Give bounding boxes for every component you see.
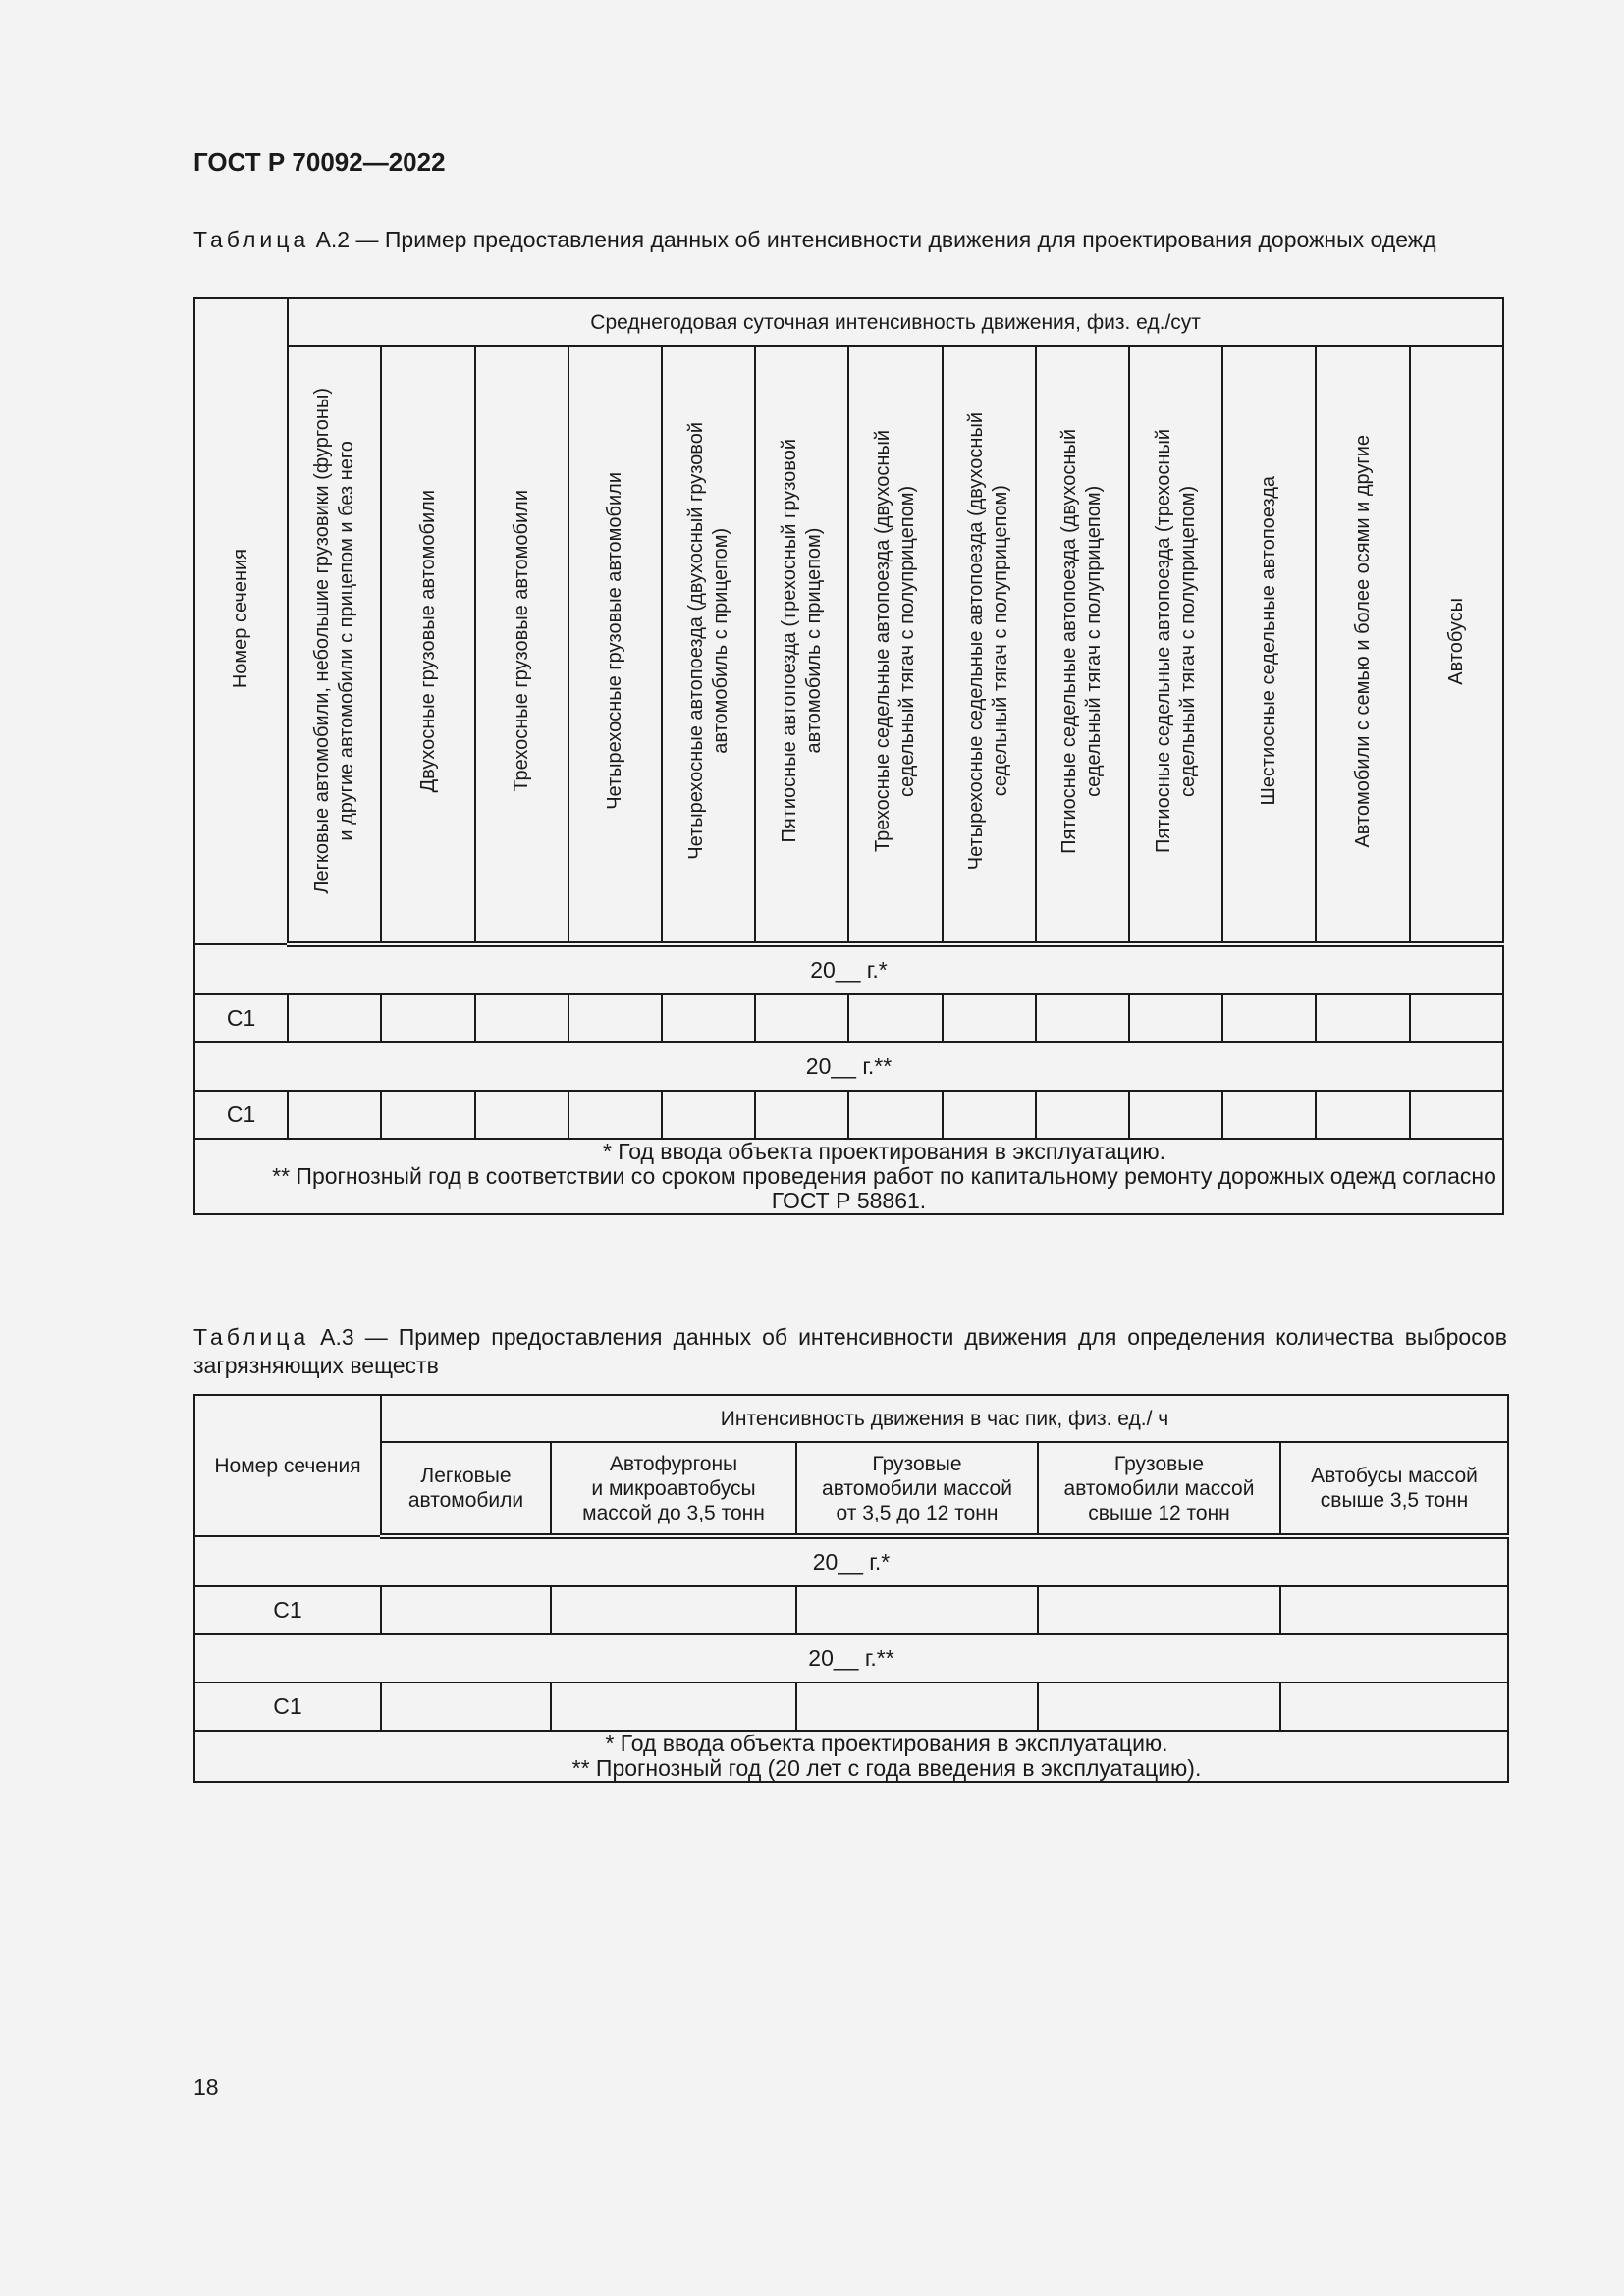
data-cell (755, 1091, 848, 1139)
column-header: Грузовые автомобили массой свыше 12 тонн (1038, 1442, 1280, 1536)
table-a3 (193, 1394, 1509, 1783)
data-cell (796, 1682, 1038, 1731)
column-header: Пятиосные седельные автопоезда (двухосный седельный тягач с полуприцепом) (1036, 346, 1129, 944)
column-header: Автобусы (1410, 346, 1503, 944)
table-a2-caption (193, 226, 1507, 254)
year-row-label: 20__ г.* (194, 1536, 1508, 1586)
column-header: Автомобили с семью и более осями и другие (1316, 346, 1409, 944)
data-cell (1129, 994, 1222, 1042)
table-notes (194, 1731, 1508, 1782)
page-number: 18 (193, 2074, 219, 2100)
data-cell (1316, 994, 1409, 1042)
table-row (194, 1682, 1508, 1731)
column-header: Трехосные грузовые автомобили (475, 346, 568, 944)
data-cell (1036, 994, 1129, 1042)
table-row (194, 1091, 1503, 1139)
group-header: Интенсивность движения в час пик, физ. ед./ ч (381, 1395, 1508, 1442)
data-cell (475, 994, 568, 1042)
data-cell (1280, 1586, 1508, 1634)
section-cell: С1 (194, 1682, 381, 1731)
data-cell (568, 1091, 662, 1139)
table-a2 (193, 297, 1504, 1215)
column-header: Грузовые автомобили массой от 3,5 до 12 тонн (796, 1442, 1038, 1536)
column-header: Четырехосные седельные автопоезда (двухосный седельный тягач с полуприцепом) (943, 346, 1036, 944)
data-cell (943, 1091, 1036, 1139)
data-cell (551, 1682, 796, 1731)
data-cell (1410, 994, 1503, 1042)
section-cell: С1 (194, 1586, 381, 1634)
column-header: Легковые автомобили (381, 1442, 551, 1536)
column-header: Четырехосные грузовые автомобили (568, 346, 662, 944)
data-cell (662, 994, 755, 1042)
data-cell (1038, 1682, 1280, 1731)
data-cell (1222, 994, 1316, 1042)
section-cell: С1 (194, 994, 288, 1042)
data-cell (288, 1091, 381, 1139)
caption-word: Таблица (193, 227, 310, 252)
column-header: Пятиосные автопоезда (трехосный грузовой автомобиль с прицепом) (755, 346, 848, 944)
data-cell (848, 1091, 942, 1139)
table-a3-caption (193, 1323, 1507, 1380)
caption-word: Таблица (193, 1324, 310, 1350)
year-row-label: 20__ г.** (194, 1634, 1508, 1682)
note-1: * Год ввода объекта проектирования в эксплуатацию. (605, 1731, 1168, 1756)
data-cell (381, 1091, 474, 1139)
document-title: ГОСТ Р 70092—2022 (193, 147, 446, 177)
column-header: Шестиосные седельные автопоезда (1222, 346, 1316, 944)
data-cell (1129, 1091, 1222, 1139)
data-cell (796, 1586, 1038, 1634)
table-notes (194, 1139, 1503, 1214)
data-cell (381, 1682, 551, 1731)
data-cell (943, 994, 1036, 1042)
data-cell (551, 1586, 796, 1634)
data-cell (848, 994, 942, 1042)
section-number-header: Номер сечения (194, 1395, 381, 1536)
group-header: Среднегодовая суточная интенсивность движения, физ. ед./сут (288, 298, 1503, 346)
data-cell (1036, 1091, 1129, 1139)
note-1: * Год ввода объекта проектирования в эксплуатацию. (602, 1139, 1166, 1164)
caption-text: А.3 — Пример предоставления данных об интенсивности движения для определения количества выбросов загрязняющих веществ (193, 1324, 1507, 1378)
caption-text: А.2 — Пример предоставления данных об интенсивности движения для проектирования дорожных одежд (309, 227, 1436, 252)
data-cell (1222, 1091, 1316, 1139)
year-row-label: 20__ г.* (194, 944, 1503, 994)
column-header: Легковые автомобили, небольшие грузовики (фургоны) и другие автомобили с прицепом и без него (288, 346, 381, 944)
data-cell (662, 1091, 755, 1139)
table-row (194, 994, 1503, 1042)
column-header: Автобусы массой свыше 3,5 тонн (1280, 1442, 1508, 1536)
column-header: Автофургоны и микроавтобусы массой до 3,5 тонн (551, 1442, 796, 1536)
note-2: ** Прогнозный год в соответствии со сроком проведения работ по капитальному ремонту дорожных одежд согласно ГОСТ Р 58861. (272, 1163, 1496, 1213)
data-cell (1280, 1682, 1508, 1731)
column-header: Четырехосные автопоезда (двухосный грузовой автомобиль с прицепом) (662, 346, 755, 944)
data-cell (381, 1586, 551, 1634)
data-cell (755, 994, 848, 1042)
column-header: Пятиосные седельные автопоезда (трехосный седельный тягач с полуприцепом) (1129, 346, 1222, 944)
data-cell (288, 994, 381, 1042)
data-cell (1038, 1586, 1280, 1634)
section-cell: С1 (194, 1091, 288, 1139)
data-cell (381, 994, 474, 1042)
data-cell (1316, 1091, 1409, 1139)
data-cell (1410, 1091, 1503, 1139)
column-header: Трехосные седельные автопоезда (двухосный седельный тягач с полуприцепом) (848, 346, 942, 944)
column-header: Двухосные грузовые автомобили (381, 346, 474, 944)
table-row (194, 1586, 1508, 1634)
section-number-header: Номер сечения (194, 298, 288, 944)
data-cell (568, 994, 662, 1042)
note-2: ** Прогнозный год (20 лет с года введения в эксплуатацию). (571, 1755, 1202, 1781)
year-row-label: 20__ г.** (194, 1042, 1503, 1091)
data-cell (475, 1091, 568, 1139)
